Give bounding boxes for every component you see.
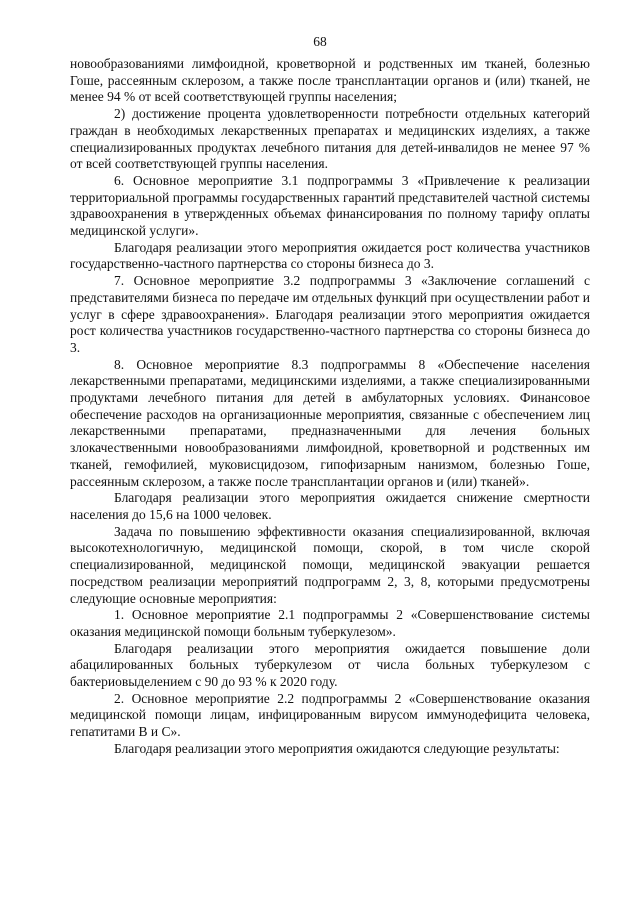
paragraph-8: Задача по повышению эффективности оказания специализированной, включая высокотехнологичную, медицинской помощи, скорой, в том числе скорой специализированной, медицинской помощи, медицинской эвакуации решается посредством реализации мероприятий подпрограмм 2, 3, 8, которыми предусмотрены следующие основные мероприятия: <box>70 523 590 606</box>
page-number: 68 <box>313 34 327 49</box>
paragraph-11: 2. Основное мероприятие 2.2 подпрограммы 2 «Совершенствование оказания медицинской помощи лицам, инфицированным вирусом иммунодефицита человека, гепатитами В и С». <box>70 690 590 740</box>
paragraph-5: 7. Основное мероприятие 3.2 подпрограммы 3 «Заключение соглашений с представителями бизнеса по передаче им отдельных функций при осуществлении работ и услуг в сфере здравоохранения». Благодаря реализации этого мероприятия ожидается рост количества участников государственно-частного партнерства со стороны бизнеса до 3. <box>70 273 590 355</box>
paragraph-9: 1. Основное мероприятие 2.1 подпрограммы 2 «Совершенствование системы оказания медицинской помощи больным туберкулезом». <box>70 607 590 639</box>
paragraph-12: Благодаря реализации этого мероприятия ожидаются следующие результаты: <box>114 740 560 756</box>
paragraph-10: Благодаря реализации этого мероприятия ожидается повышение доли абацилированных больных туберкулезом от числа больных туберкулезом с бактериовыделением с 90 до 93 % к 2020 году. <box>70 640 590 690</box>
paragraph-2: 2) достижение процента удовлетворенности потребности отдельных категорий граждан в необходимых лекарственных препаратах и медицинских изделиях, а также специализированных продуктах лечебного питания для детей-инвалидов не менее 97 % от всей соответствующей группы населения. <box>70 106 590 172</box>
paragraph-6: 8. Основное мероприятие 8.3 подпрограммы 8 «Обеспечение населения лекарственными препаратами, медицинскими изделиями, а также специализированными продуктами лечебного питания для детей в амбулаторных условиях. Финансовое обеспечение расходов на организационные мероприятия, связанные с обеспечением лиц лекарственными препаратами, предназначенными для лечения больных злокачественными новообразованиями лимфоидной, кроветворной и родственных им тканей, гемофилией, муковисцидозом, гипофизарным нанизмом, болезнью Гоше, рассеянным склерозом, а также после трансплантации органов и (или) тканей». <box>70 356 590 489</box>
paragraph-4: Благодаря реализации этого мероприятия ожидается рост количества участников государственно-частного партнерства со стороны бизнеса до 3. <box>70 239 590 272</box>
paragraph-7: Благодаря реализации этого мероприятия ожидается снижение смертности населения до 15,6 на 1000 человек. <box>70 490 590 522</box>
paragraph-3: 6. Основное мероприятие 3.1 подпрограммы 3 «Привлечение к реализации территориальной программы государственных гарантий представителей частной системы здравоохранения в утвержденных объемах финансирования по полному тарифу оплаты медицинской услуги». <box>70 172 590 239</box>
paragraph-1: новообразованиями лимфоидной, кроветворной и родственных им тканей, болезнью Гоше, рассеянным склерозом, а также после трансплантации органов и (или) тканей, не менее 94 % от всей соответствующей группы населения; <box>70 56 590 105</box>
document-body <box>70 56 590 758</box>
